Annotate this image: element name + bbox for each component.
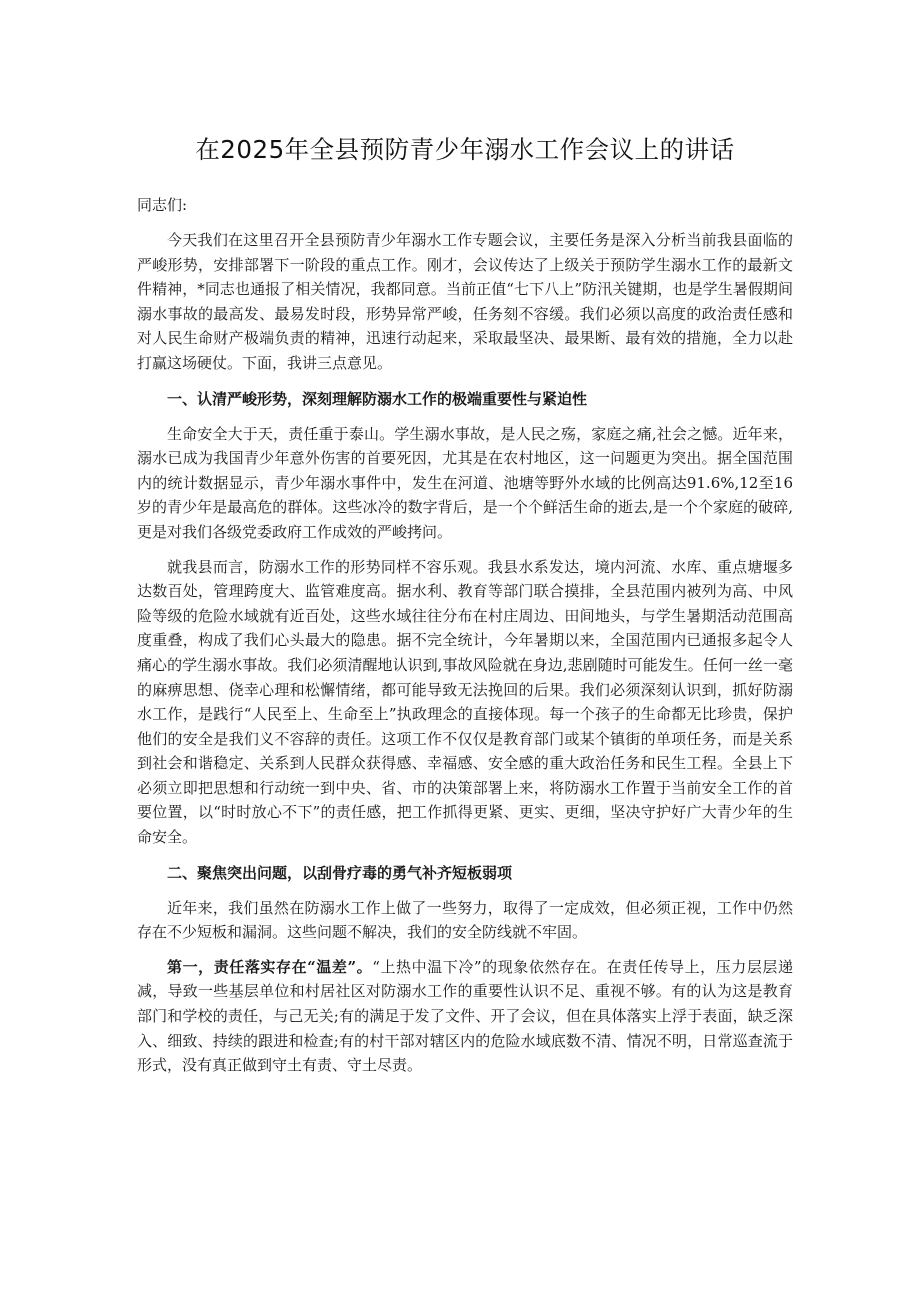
section-1-heading: 一、认清严峻形势，深刻理解防溺水工作的极端重要性与紧迫性 — [167, 389, 588, 408]
section-2-paragraph-2-lead: 第一，责任落实存在“温差”。 — [167, 957, 373, 976]
section-2-paragraph-1: 近年来，我们虽然在防溺水工作上做了一些努力，取得了一定成效，但必须正视，工作中仍然存在不少短板和漏洞。这些问题不解决，我们的安全防线就不牢固。 — [137, 898, 793, 942]
document-title: 在2025年全县预防青少年溺水工作会议上的讲话 — [195, 135, 735, 164]
document-page — [137, 128, 793, 1088]
section-2-heading: 二、聚焦突出问题，以刮骨疗毒的勇气补齐短板弱项 — [167, 863, 513, 882]
section-2-paragraph-2-body: “上热中温下冷”的现象依然存在。在责任传导上，压力层层递减，导致一些基层单位和村居社区对防溺水工作的重要性认识不足、重视不够。有的认为这是教育部门和学校的责任，与己无关;有的满足于发了文件、开了会议，但在具体落实上浮于表面，缺乏深入、细致、持续的跟进和检查;有的村干部对辖区内的危险水域底数不清、情况不明，日常巡查流于形式，没有真正做到守土有责、守土尽责。 — [137, 957, 793, 1075]
intro-paragraph: 今天我们在这里召开全县预防青少年溺水工作专题会议，主要任务是深入分析当前我县面临的严峻形势，安排部署下一阶段的重点工作。刚才，会议传达了上级关于预防学生溺水工作的最新文件精神，*同志也通报了相关情况，我都同意。当前正值“七下八上”防汛关键期，也是学生暑假期间溺水事故的最高发、最易发时段，形势异常严峻，任务刻不容缓。我们必须以高度的政治责任感和对人民生命财产极端负责的精神，迅速行动起来，采取最坚决、最果断、最有效的措施，全力以赴打赢这场硬仗。下面，我讲三点意见。 — [137, 231, 793, 372]
section-1-paragraph-2: 就我县而言，防溺水工作的形势同样不容乐观。我县水系发达，境内河流、水库、重点塘堰多达数百处，管理跨度大、监管难度高。据水利、教育等部门联合摸排，全县范围内被列为高、中风险等级的危险水域就有近百处，这些水域往往分布在村庄周边、田间地头，与学生暑期活动范围高度重叠，构成了我们心头最大的隐患。据不完全统计，今年暑期以来，全国范围内已通报多起令人痛心的学生溺水事故。我们必须清醒地认识到,事故风险就在身边,悲剧随时可能发生。任何一丝一毫的麻痹思想、侥幸心理和松懈情绪，都可能导致无法挽回的后果。我们必须深刻认识到，抓好防溺水工作，是践行“人民至上、生命至上”执政理念的直接体现。每一个孩子的生命都无比珍贵，保护他们的安全是我们义不容辞的责任。这项工作不仅仅是教育部门或某个镇街的单项任务，而是关系到社会和谐稳定、关系到人民群众获得感、幸福感、安全感的重大政治任务和民生工程。全县上下必须立即把思想和行动统一到中央、省、市的决策部署上来，将防溺水工作置于当前安全工作的首要位置，以“时时放心不下”的责任感，把工作抓得更紧、更实、更细，坚决守护好广大青少年的生命安全。 — [137, 557, 793, 847]
section-1-paragraph-1: 生命安全大于天，责任重于泰山。学生溺水事故，是人民之殇，家庭之痛,社会之憾。近年来，溺水已成为我国青少年意外伤害的首要死因，尤其是在农村地区，这一问题更为突出。据全国范围内的统计数据显示，青少年溺水事件中，发生在河道、池塘等野外水域的比例高达91.6%,12至16岁的青少年是最高危的群体。这些冰冷的数字背后，是一个个鲜活生命的逝去,是一个个家庭的破碎,更是对我们各级党委政府工作成效的严峻拷问。 — [137, 424, 793, 541]
section-2-paragraph-2 — [137, 955, 793, 1078]
salutation: 同志们: — [137, 196, 188, 214]
